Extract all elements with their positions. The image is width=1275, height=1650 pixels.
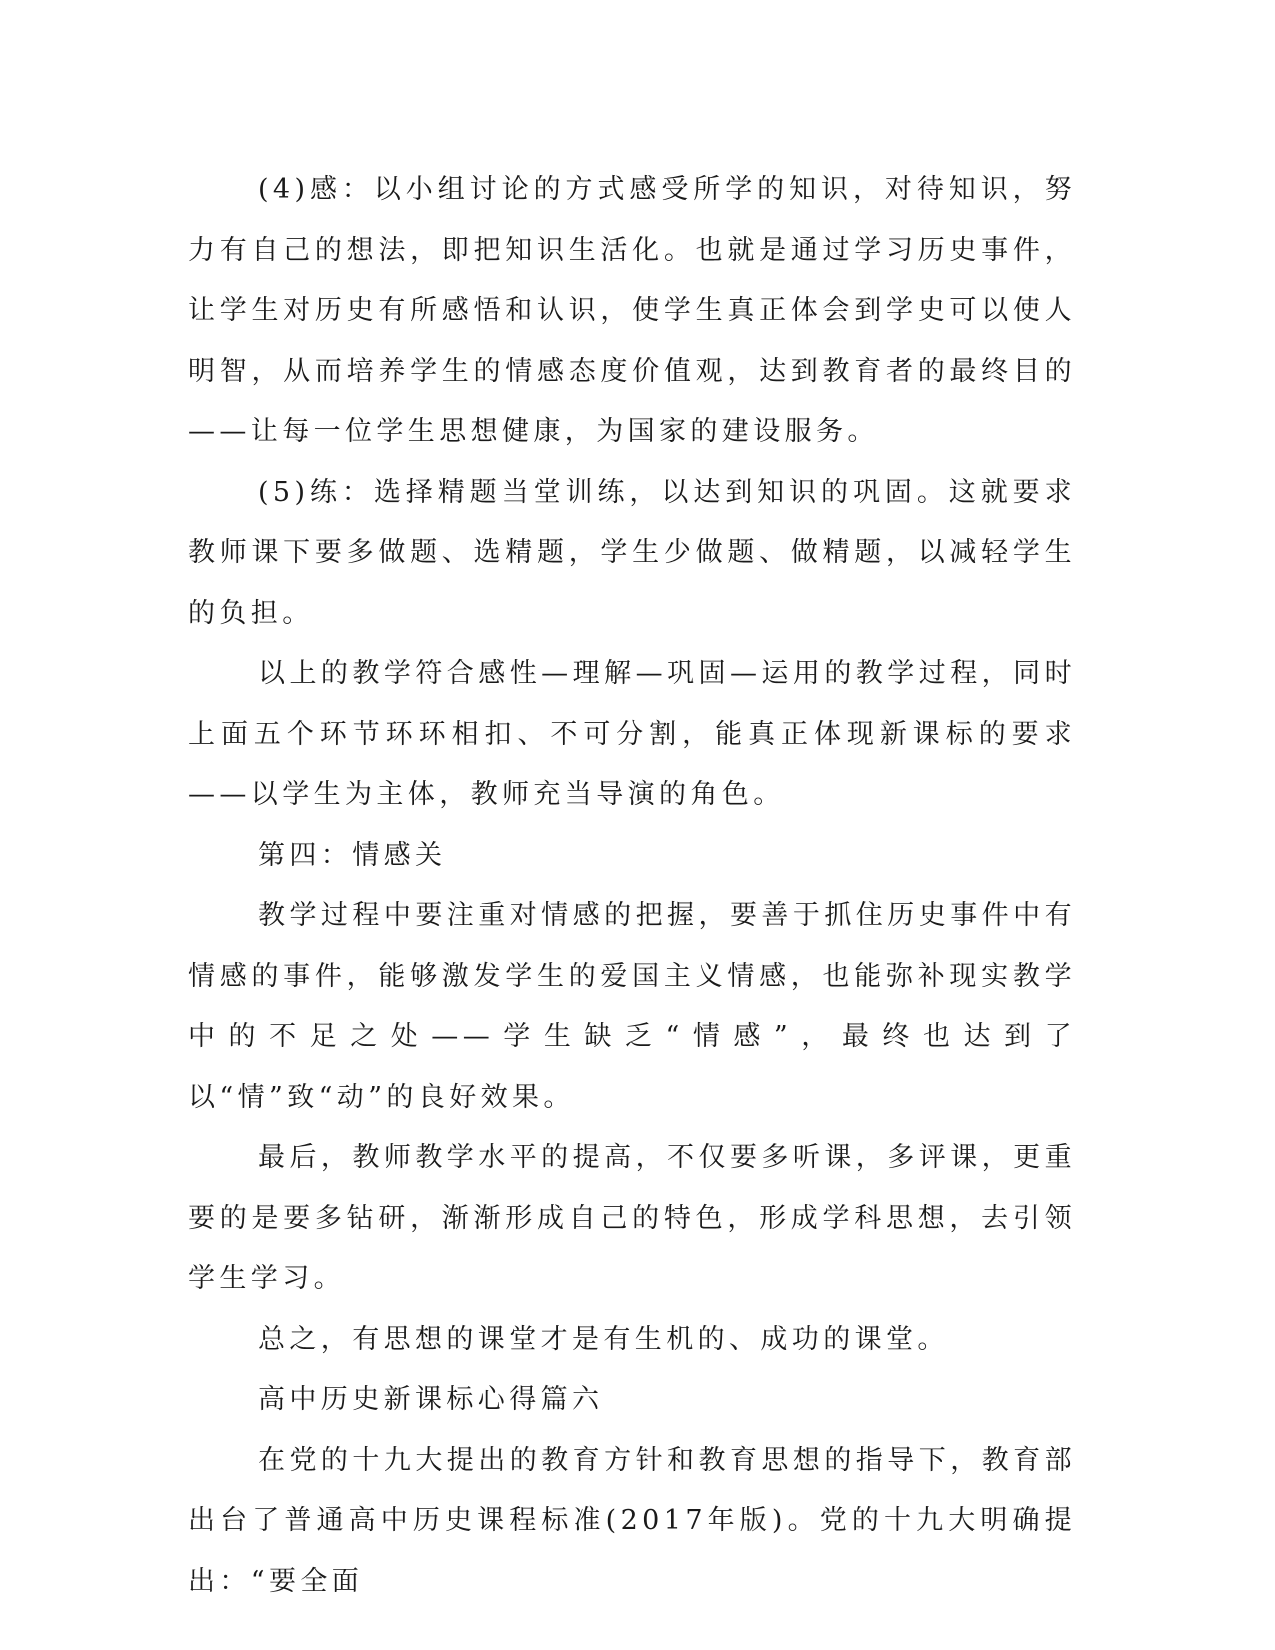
article-title: 高中历史新课标心得篇六	[258, 1384, 604, 1415]
paragraph-practice: (5)练：选择精题当堂训练，以达到知识的巩固。这就要求教师课下要多做题、选精题，学生少做题、做精题，以减轻学生的负担。	[188, 476, 1076, 629]
paragraph-intro: 在党的十九大提出的教育方针和教育思想的指导下，教育部出台了普通高中历史课程标准(2017年版)。党的十九大明确提出：“要全面	[188, 1444, 1076, 1597]
paragraph-emotion: 教学过程中要注重对情感的把握，要善于抓住历史事件中有情感的事件，能够激发学生的爱国主义情感，也能弥补现实教学中的不足之处——学生缺乏“情感”，最终也达到了以“情”致“动”的良好效果。	[188, 900, 1076, 1113]
paragraph-conclusion: 总之，有思想的课堂才是有生机的、成功的课堂。	[258, 1323, 949, 1355]
paragraph-feel: (4)感：以小组讨论的方式感受所学的知识，对待知识，努力有自己的想法，即把知识生活化。也就是通过学习历史事件，让学生对历史有所感悟和认识，使学生真正体会到学史可以使人明智，从而培养学生的情感态度价值观，达到教育者的最终目的——让每一位学生思想健康，为国家的建设服务。	[188, 174, 1076, 447]
paragraph-finally: 最后，教师教学水平的提高，不仅要多听课，多评课，更重要的是要多钻研，渐渐形成自己的特色，形成学科思想，去引领学生学习。	[188, 1142, 1076, 1294]
section-heading-emotion: 第四：情感关	[258, 839, 447, 871]
paragraph-teaching-process: 以上的教学符合感性—理解—巩固—运用的教学过程，同时上面五个环节环环相扣、不可分割，能真正体现新课标的要求——以学生为主体，教师充当导演的角色。	[188, 658, 1076, 810]
document-body	[188, 160, 1076, 1612]
